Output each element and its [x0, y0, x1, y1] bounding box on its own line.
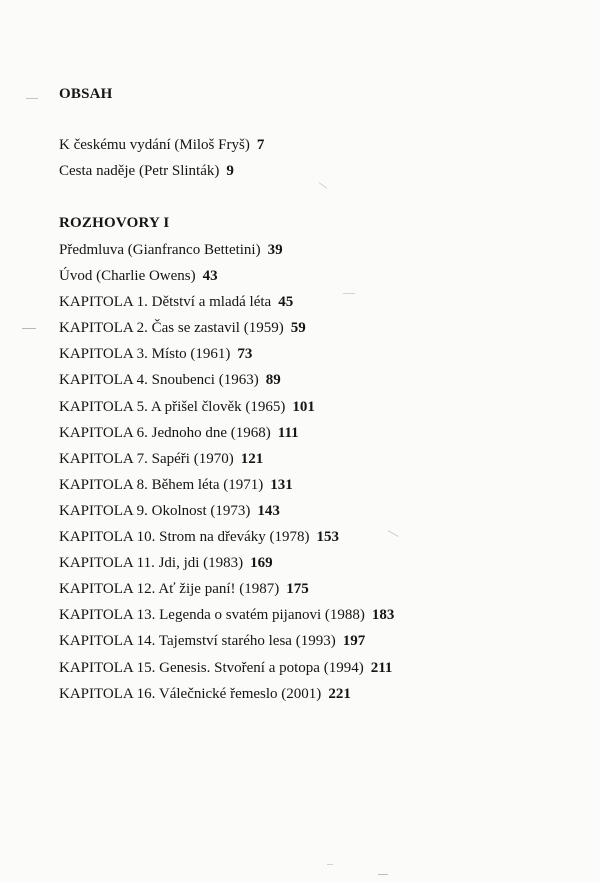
toc-entry-page-number: 45 [278, 294, 294, 311]
toc-entry [59, 371, 394, 397]
toc-entry-title: KAPITOLA 8. Během léta (1971) [59, 476, 264, 493]
toc-entry-title: KAPITOLA 16. Válečnické řemeslo (2001) [59, 685, 322, 702]
toc-entry [59, 424, 394, 450]
toc-entry-page-number: 111 [277, 424, 299, 441]
toc-entry-title: KAPITOLA 13. Legenda o svatém pijanovi (1988) [59, 607, 365, 624]
toc-entry [59, 554, 394, 580]
toc-entry [59, 450, 394, 476]
toc-entry [59, 476, 394, 502]
toc-entry-page-number: 121 [240, 450, 264, 467]
toc-entry-title: KAPITOLA 1. Dětství a mladá léta [59, 294, 272, 311]
toc-entry-page-number: 73 [237, 346, 253, 363]
toc-entry-title: KAPITOLA 3. Místo (1961) [59, 346, 231, 363]
toc-entry-title: KAPITOLA 10. Strom na dřeváky (1978) [59, 529, 310, 546]
toc-entry-page-number: 221 [328, 685, 351, 702]
toc-entry [59, 659, 394, 685]
toc-entry-page-number: 143 [257, 502, 280, 519]
toc-entry-title: KAPITOLA 7. Sapéři (1970) [59, 450, 234, 467]
toc-entry-title: KAPITOLA 6. Jednoho dne (1968) [59, 424, 271, 441]
toc-entry-page-number: 9 [226, 163, 234, 180]
toc-entry-page-number: 39 [267, 242, 283, 258]
toc-entry [59, 606, 394, 632]
scan-speck [26, 98, 38, 99]
toc-entry-page-number: 89 [265, 372, 281, 389]
scan-speck [378, 874, 388, 875]
toc-entry [59, 398, 394, 424]
toc-entry-page-number: 153 [316, 529, 340, 546]
toc-entry [59, 267, 394, 293]
toc-entry [59, 293, 394, 319]
toc-entry-page-number: 211 [370, 659, 393, 676]
toc-entry-page-number: 7 [256, 137, 265, 153]
toc-entry-page-number: 43 [202, 268, 218, 285]
scan-speck [319, 182, 328, 189]
toc-entry-page-number: 131 [270, 476, 293, 493]
toc-entry [59, 319, 394, 345]
toc-entry-title: K českému vydání (Miloš Fryš) [59, 137, 250, 153]
toc-entry-title: Předmluva (Gianfranco Bettetini) [59, 242, 261, 258]
toc-entry-page-number: 197 [342, 633, 366, 650]
toc-entry [59, 528, 394, 554]
toc-entry-title: Úvod (Charlie Owens) [59, 268, 196, 285]
toc-entry [59, 685, 394, 711]
toc-entry-title: KAPITOLA 2. Čas se zastavil (1959) [59, 320, 284, 337]
toc-entry-title: KAPITOLA 5. A přišel člověk (1965) [59, 398, 286, 415]
toc-entry-title: Cesta naděje (Petr Slinták) [59, 163, 220, 180]
toc-entry [59, 162, 264, 188]
toc-section-list [59, 241, 394, 711]
toc-heading: OBSAH [59, 86, 113, 102]
toc-entry-page-number: 59 [290, 320, 306, 337]
scan-speck [22, 328, 36, 329]
toc-entry-page-number: 183 [371, 607, 395, 624]
toc-entry [59, 580, 394, 606]
section-heading: ROZHOVORY I [59, 215, 170, 231]
toc-entry [59, 632, 394, 658]
toc-entry-title: KAPITOLA 9. Okolnost (1973) [59, 502, 251, 519]
scan-speck [343, 293, 355, 294]
toc-entry-page-number: 169 [250, 555, 273, 572]
scan-speck [327, 864, 333, 865]
toc-entry [59, 136, 264, 162]
toc-entry [59, 241, 394, 267]
toc-entry-title: KAPITOLA 11. Jdi, jdi (1983) [59, 555, 244, 572]
toc-entry [59, 502, 394, 528]
toc-entry [59, 345, 394, 371]
toc-entry-title: KAPITOLA 12. Ať žije paní! (1987) [59, 581, 280, 598]
toc-entry-title: KAPITOLA 14. Tajemství starého lesa (1993) [59, 633, 336, 650]
toc-entry-title: KAPITOLA 15. Genesis. Stvoření a potopa (1994) [59, 659, 364, 676]
toc-entry-page-number: 101 [292, 398, 315, 415]
toc-entry-page-number: 175 [286, 581, 309, 598]
toc-intro-list [59, 136, 264, 188]
toc-entry-title: KAPITOLA 4. Snoubenci (1963) [59, 372, 259, 389]
